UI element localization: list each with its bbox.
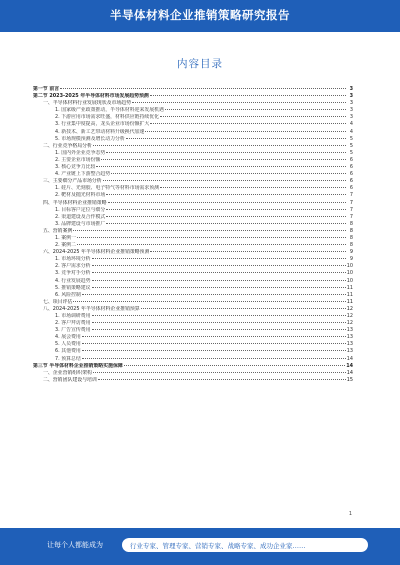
footer-slogan: 让每个人都能成为 — [47, 541, 103, 549]
report-title: 半导体材料企业推销策略研究报告 — [110, 8, 290, 22]
toc-leader-dots — [73, 301, 345, 302]
toc-leader-dots — [92, 315, 346, 316]
toc-entry-page: 7 — [349, 213, 353, 220]
toc-entry[interactable] — [33, 327, 353, 334]
toc-entry-label: 1. 国家级产业政策推动，半导体材料迎来发展机遇 — [55, 107, 164, 114]
toc-entry-page: 12 — [346, 320, 353, 327]
toc-entry[interactable] — [33, 242, 353, 249]
toc-entry[interactable] — [33, 185, 353, 192]
toc-entry-page: 14 — [346, 355, 353, 362]
toc-entry-label: 二、行业竞争格局分析 — [43, 142, 92, 149]
toc-leader-dots — [106, 216, 346, 217]
toc-entry-page: 8 — [349, 227, 353, 234]
toc-entry-label: 2. 客户拜访费用 — [55, 320, 91, 327]
toc-entry[interactable] — [33, 143, 353, 150]
toc-entry-label: 第一节 前言 — [33, 86, 60, 92]
toc-leader-dots — [82, 343, 346, 344]
toc-entry[interactable] — [33, 107, 353, 114]
toc-entry-label: 4. 新技术、新工艺带动材料升级换代加速 — [55, 128, 145, 135]
toc-entry-label: 5. 人员费用 — [55, 341, 81, 348]
toc-entry-page: 13 — [346, 334, 353, 341]
toc-entry-label: 2. 渠道建设及合作模式 — [55, 213, 106, 220]
toc-entry-page: 11 — [346, 298, 353, 305]
toc-entry[interactable] — [33, 292, 353, 299]
toc-entry-label: 2. 靶材及抛光材料市场 — [55, 192, 106, 199]
toc-entry-label: 7. 预算总结 — [55, 355, 81, 362]
toc-leader-dots — [132, 102, 346, 103]
toc-entry-label: 八、2024-2025 年半导体材料企业推销预算 — [43, 305, 140, 312]
toc-entry-label: 4. 行业发展趋势 — [55, 277, 91, 284]
header-bar — [0, 0, 400, 32]
toc-leader-dots — [145, 131, 346, 132]
toc-entry-page: 11 — [346, 291, 353, 298]
toc-entry-page: 10 — [346, 270, 353, 277]
toc-leader-dots — [92, 265, 346, 266]
toc-entry-page: 13 — [346, 348, 353, 355]
toc-entry-label: 一、企业营销组织架构 — [43, 369, 92, 376]
toc-entry-page: 4 — [349, 128, 353, 135]
toc-entry-label: 2. 下游应用市场需求旺盛，材料供应链持续优化 — [55, 114, 160, 121]
toc-entry[interactable] — [33, 256, 353, 263]
toc-entry-page: 15 — [346, 376, 353, 383]
toc-entry[interactable] — [33, 363, 353, 370]
toc-leader-dots — [96, 166, 346, 167]
toc-leader-dots — [124, 365, 345, 366]
toc-entry[interactable] — [33, 214, 353, 221]
toc-entry-label: 3. 品牌建设与市场推广 — [55, 220, 106, 227]
toc-entry-page: 6 — [349, 178, 353, 185]
toc-entry-label: 三、主要细分产品市场分析 — [43, 178, 102, 185]
toc-entry-page: 3 — [349, 86, 353, 92]
toc-entry-page: 5 — [349, 135, 353, 142]
toc-entry[interactable] — [33, 377, 353, 384]
toc-entry-page: 10 — [346, 263, 353, 270]
toc-leader-dots — [126, 138, 346, 139]
toc-leader-dots — [111, 173, 346, 174]
toc-entry[interactable] — [33, 249, 353, 256]
toc-entry[interactable] — [33, 86, 353, 93]
toc-entry-page: 5 — [349, 142, 353, 149]
toc-entry-page: 13 — [346, 327, 353, 334]
toc-leader-dots — [92, 258, 346, 259]
toc-leader-dots — [160, 187, 346, 188]
toc-leader-dots — [106, 194, 346, 195]
toc-leader-dots — [93, 145, 346, 146]
toc-leader-dots — [165, 109, 346, 110]
toc-entry-page: 8 — [349, 220, 353, 227]
toc-entry-label: 1. 硅片、光刻胶、电子特气等材料市场需求预测 — [55, 185, 160, 192]
toc-entry-label: 1. 市场环境分析 — [55, 256, 91, 263]
toc-leader-dots — [73, 230, 346, 231]
toc-entry[interactable] — [33, 306, 353, 313]
toc-leader-dots — [98, 379, 346, 380]
toc-entry[interactable] — [33, 320, 353, 327]
toc-entry[interactable] — [33, 228, 353, 235]
toc-entry-page: 14 — [346, 369, 353, 376]
toc-leader-dots — [92, 322, 346, 323]
toc-entry-page: 6 — [349, 164, 353, 171]
toc-entry-page: 14 — [346, 362, 353, 369]
toc-entry-page: 8 — [349, 242, 353, 249]
footer-bar — [0, 528, 400, 565]
toc-entry[interactable] — [33, 341, 353, 348]
toc-entry-page: 7 — [349, 192, 353, 199]
toc-entry-page: 7 — [349, 199, 353, 206]
toc-entry-page: 8 — [349, 234, 353, 241]
footer-tagline: 行业专家、管理专家、营销专家、战略专家、成功企业家…… — [130, 542, 306, 550]
toc-entry-label: 4. 产业链上下游整合趋势 — [55, 171, 111, 178]
toc-entry-page: 6 — [349, 185, 353, 192]
page-number: 1 — [348, 511, 352, 517]
toc-entry-page: 11 — [346, 284, 353, 291]
toc-entry-label: 第三节 半导体材料企业推销策略实施保障 — [33, 362, 123, 369]
toc-entry-page: 3 — [349, 100, 353, 107]
toc-entry-label: 5. 推销策略建议 — [55, 284, 91, 291]
toc-leader-dots — [60, 88, 346, 89]
toc-leader-dots — [106, 152, 346, 153]
toc-leader-dots — [82, 358, 346, 359]
toc-leader-dots — [77, 237, 346, 238]
toc-entry[interactable] — [33, 136, 353, 143]
toc-leader-dots — [92, 272, 346, 273]
toc-leader-dots — [150, 251, 346, 252]
toc-entry[interactable] — [33, 178, 353, 185]
toc-entry-label: 3. 核心竞争力比较 — [55, 164, 96, 171]
toc-entry[interactable] — [33, 334, 353, 341]
toc-entry-page: 4 — [349, 121, 353, 128]
toc-leader-dots — [93, 372, 346, 373]
footer-tagline-pill — [122, 538, 368, 552]
toc-entry-label: 5. 市场规模预测及增长动力分析 — [55, 135, 125, 142]
toc-entry-label: 一、半导体材料行业发展现状及市场趋势 — [43, 100, 132, 107]
toc-entry[interactable] — [33, 93, 353, 100]
toc-entry-label: 1. 目标客户定位与细分 — [55, 206, 106, 213]
toc-entry[interactable] — [33, 235, 353, 242]
toc-entry-page: 3 — [349, 93, 353, 100]
toc-entry-label: 四、半导体材料企业推销策略 — [43, 199, 107, 206]
toc-entry-label: 6. 其他费用 — [55, 348, 81, 355]
toc-entry[interactable] — [33, 370, 353, 377]
toc-entry[interactable] — [33, 221, 353, 228]
toc-entry[interactable] — [33, 171, 353, 178]
toc-leader-dots — [141, 308, 346, 309]
toc-entry-label: 1. 国内外企业竞争态势 — [55, 149, 106, 156]
toc-entry[interactable] — [33, 150, 353, 157]
toc-entry-page: 3 — [349, 107, 353, 114]
toc-entry-label: 4. 展会费用 — [55, 334, 81, 341]
toc-entry-label: 五、营销案例 — [43, 227, 73, 234]
toc-entry[interactable] — [33, 356, 353, 363]
toc-entry[interactable] — [33, 129, 353, 136]
toc-entry-label: 第二节 2023-2025 年半导体材料市场发展趋势预测 — [33, 93, 149, 100]
toc-leader-dots — [150, 95, 346, 96]
toc-entry-label: 2. 案例二 — [55, 242, 76, 249]
toc-entry[interactable] — [33, 192, 353, 199]
toc-entry-page: 9 — [349, 249, 353, 256]
toc-leader-dots — [92, 287, 346, 288]
toc-entry-label: 七、项目评估 — [43, 298, 73, 305]
toc-heading: 内容目录 — [177, 58, 223, 70]
toc-entry-page: 12 — [346, 305, 353, 312]
toc-entry-label: 2. 客户需求分析 — [55, 263, 91, 270]
toc-entry-page: 12 — [346, 313, 353, 319]
toc-entry-page: 13 — [346, 341, 353, 348]
toc-leader-dots — [101, 159, 346, 160]
toc-leader-dots — [92, 329, 346, 330]
toc-leader-dots — [160, 116, 346, 117]
toc-leader-dots — [106, 223, 346, 224]
table-of-contents — [33, 86, 353, 384]
toc-entry-label: 六、2024-2025 年半导体材料企业推销策略预测 — [43, 249, 150, 256]
toc-leader-dots — [92, 280, 346, 281]
toc-entry-page: 6 — [349, 171, 353, 178]
toc-leader-dots — [82, 294, 346, 295]
toc-entry[interactable] — [33, 100, 353, 107]
toc-entry[interactable] — [33, 121, 353, 128]
toc-entry[interactable] — [33, 278, 353, 285]
toc-entry-page: 10 — [346, 277, 353, 284]
toc-leader-dots — [150, 123, 346, 124]
toc-entry-label: 二、营销团队建设与培训 — [43, 376, 97, 383]
toc-entry[interactable] — [33, 114, 353, 121]
toc-entry[interactable] — [33, 207, 353, 214]
toc-leader-dots — [108, 202, 346, 203]
toc-entry-page: 7 — [349, 206, 353, 213]
toc-entry[interactable] — [33, 157, 353, 164]
toc-entry-label: 6. 风险控制 — [55, 291, 81, 298]
toc-entry[interactable] — [33, 285, 353, 292]
toc-entry-page: 5 — [349, 149, 353, 156]
toc-entry-label: 3. 竞争对手分析 — [55, 270, 91, 277]
toc-entry-page: 9 — [349, 256, 353, 263]
toc-entry[interactable] — [33, 313, 353, 320]
toc-leader-dots — [77, 244, 346, 245]
toc-leader-dots — [106, 209, 346, 210]
toc-entry[interactable] — [33, 270, 353, 277]
toc-entry-label: 1. 市场调研费用 — [55, 313, 91, 319]
toc-entry-page: 6 — [349, 156, 353, 163]
toc-entry[interactable] — [33, 263, 353, 270]
toc-entry[interactable] — [33, 299, 353, 306]
toc-leader-dots — [103, 180, 346, 181]
toc-entry-label: 3. 广告宣传费用 — [55, 327, 91, 334]
toc-entry-label: 2. 主要企业市场份额 — [55, 156, 101, 163]
toc-entry[interactable] — [33, 348, 353, 355]
toc-entry-label: 1. 案例一 — [55, 234, 76, 241]
toc-entry-label: 3. 行业集中度提高，龙头企业市场份额扩大 — [55, 121, 150, 128]
toc-entry[interactable] — [33, 200, 353, 207]
toc-entry[interactable] — [33, 164, 353, 171]
toc-leader-dots — [82, 336, 346, 337]
toc-entry-page: 3 — [349, 114, 353, 121]
toc-leader-dots — [82, 350, 346, 351]
